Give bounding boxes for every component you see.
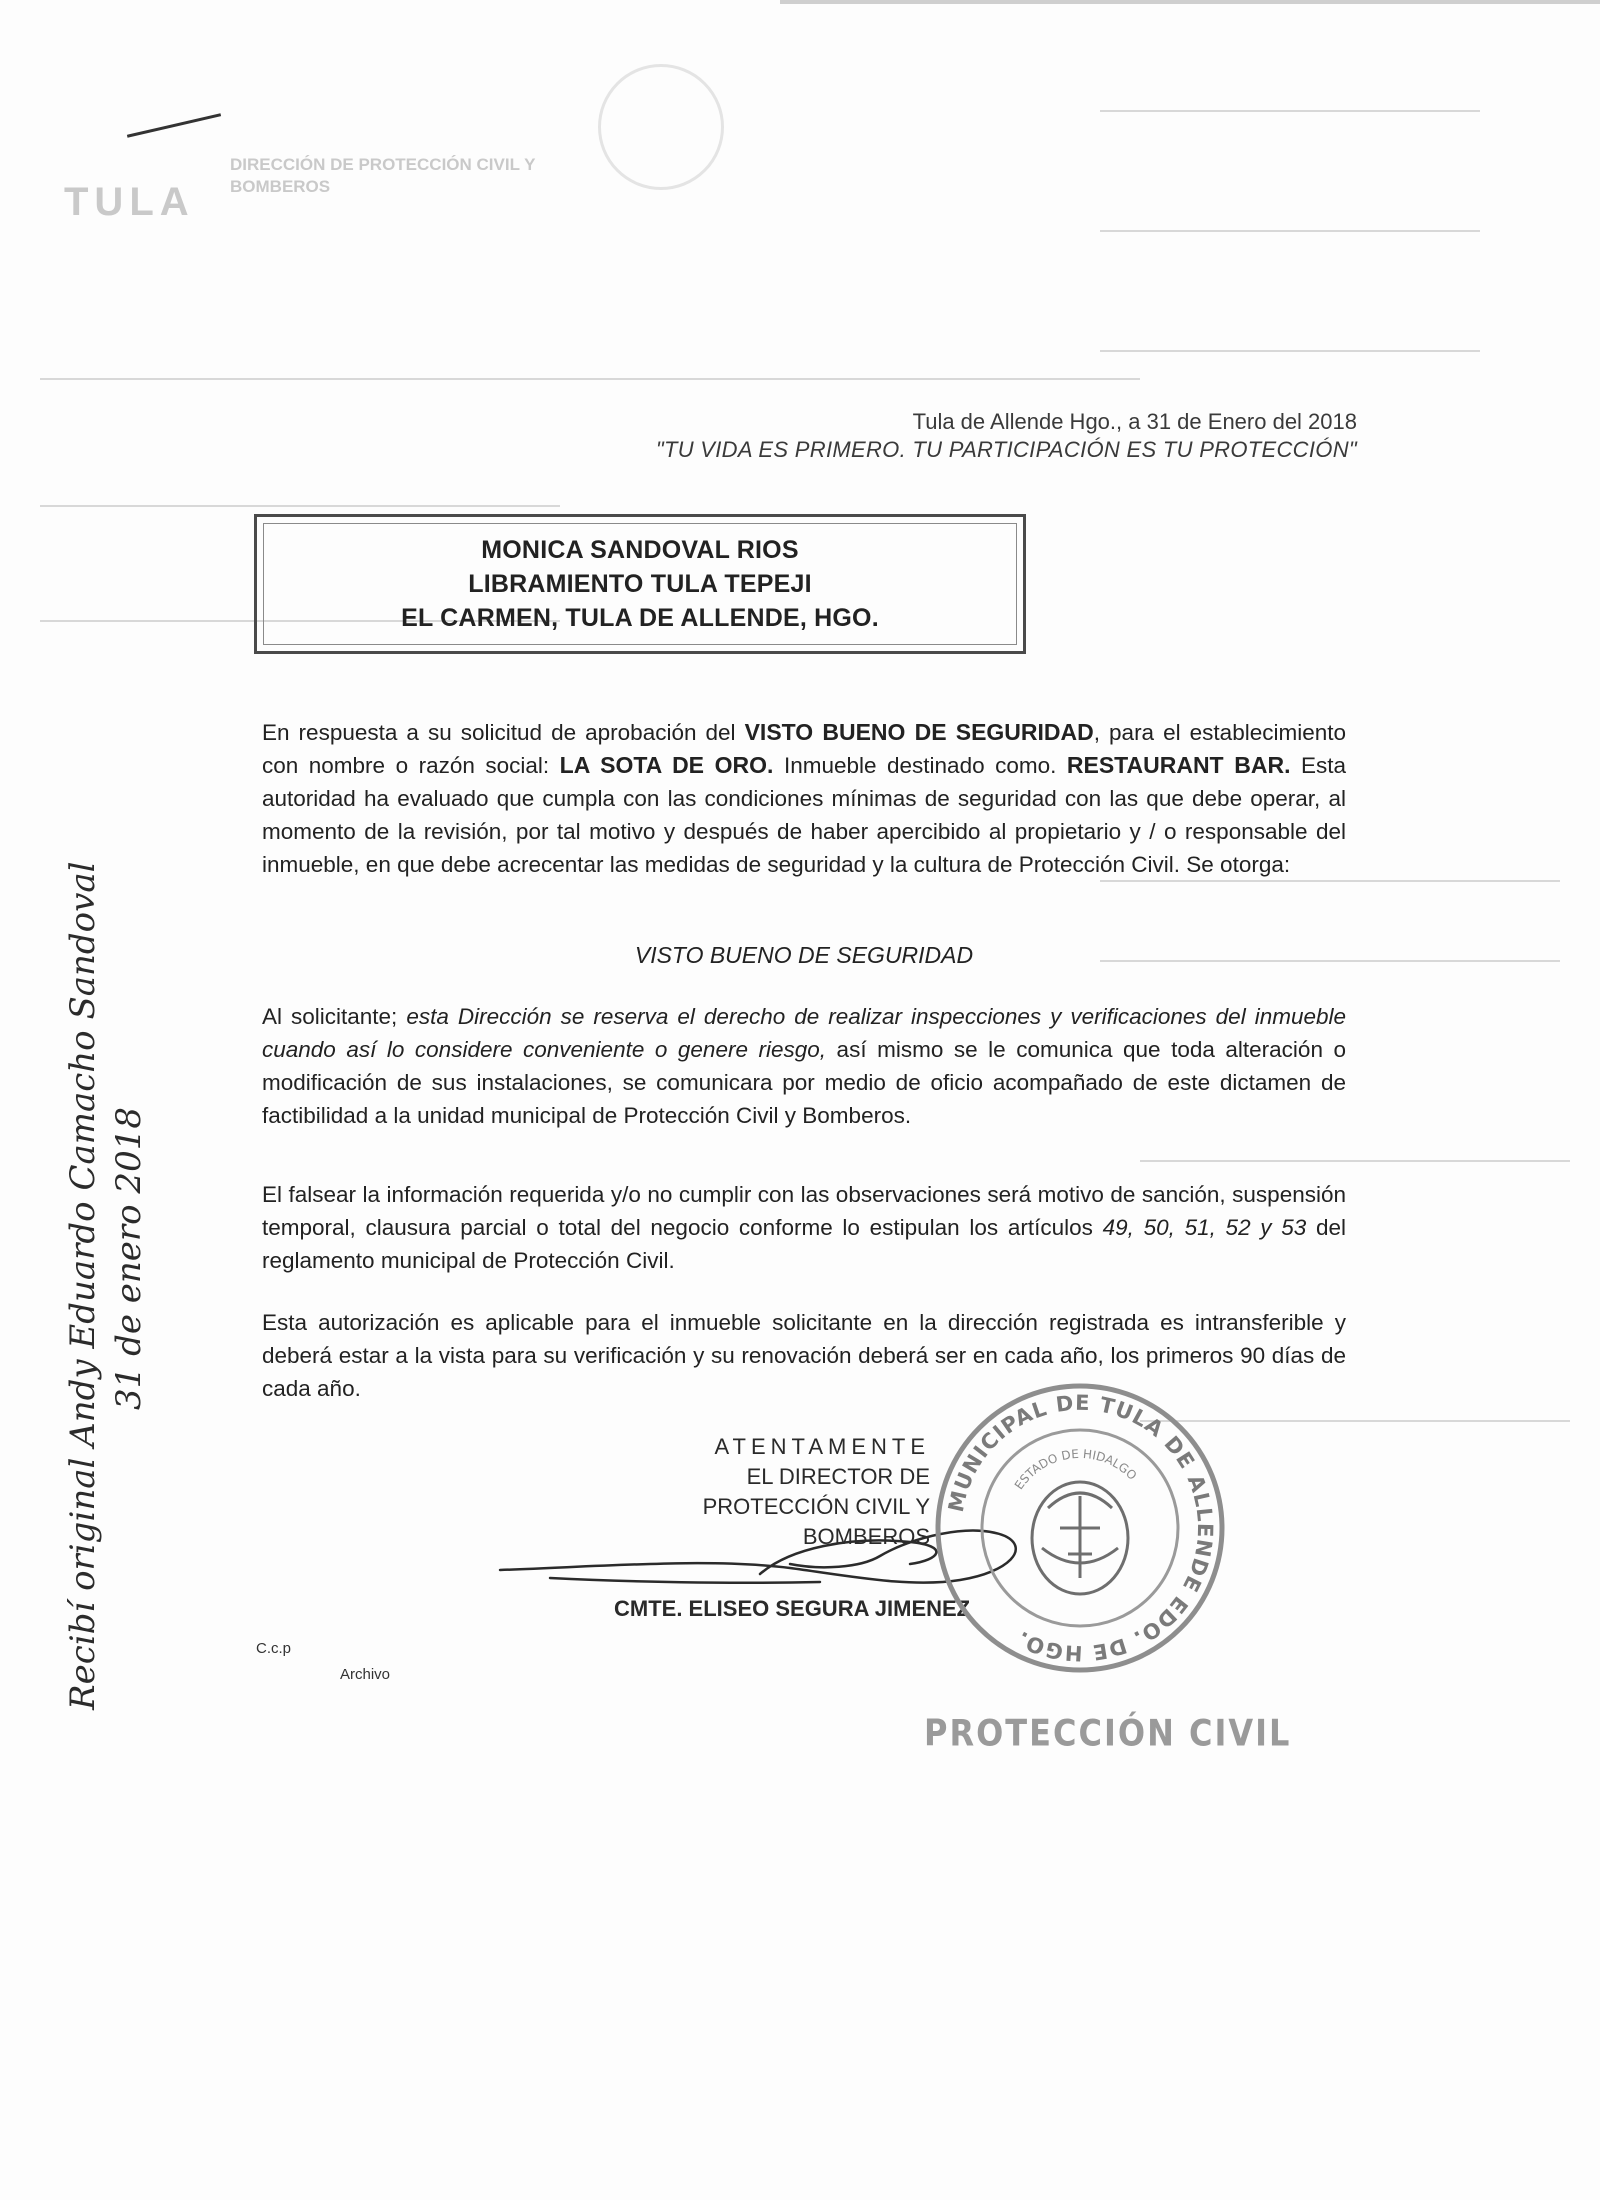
p2-text-c: así mismo se le comunica que toda alteración o modificación de sus instalaciones, se comunicara por medio de oficio acompañado de este dictamen de factibilidad a la unidad municipal de Protección Civil y Bomberos. — [262, 1037, 1346, 1128]
director-title-1: EL DIRECTOR DE — [746, 1464, 930, 1489]
svg-text:ESTADO DE HIDALGO — [1012, 1447, 1140, 1492]
recipient-address-inner — [263, 523, 1017, 645]
p1-business-type: RESTAURANT BAR. — [1066, 752, 1291, 778]
bleed-department-text: DIRECCIÓN DE PROTECCIÓN CIVIL Y BOMBEROS — [230, 155, 536, 196]
municipal-seal — [930, 1378, 1230, 1678]
p3-text-c: del reglamento municipal de Protección Civil. — [262, 1215, 1346, 1273]
recipient-name: MONICA SANDOVAL RIOS — [481, 536, 799, 564]
date-line: Tula de Allende Hgo., a 31 de Enero del 2018 — [912, 409, 1357, 434]
p2-reserve-right: esta Dirección se reserva el derecho de realizar inspecciones y verificaciones del inmueble cuando así lo considere conveniente o genere riesgo, — [262, 1004, 1347, 1062]
dateline-block — [656, 408, 1357, 464]
p1-business-name: LA SOTA DE ORO. — [559, 752, 774, 778]
p2-text-a: Al solicitante; — [262, 1004, 407, 1029]
paragraph-request — [262, 716, 1346, 881]
p1-text-a: En respuesta a su solicitud de aprobación del — [262, 720, 745, 745]
seal-ring-text: MUNICIPAL DE TULA DE ALLENDE EDO. DE HGO. — [943, 1390, 1218, 1666]
paragraph-validity: Esta autorización es aplicable para el inmueble solicitante en la dirección registrada es intransferible y deberá estar a la vista para su verificación y su renovación deberá ser en cada año, los primeros 90 días de cada año. — [262, 1310, 1346, 1401]
handwritten-line-2: 31 de enero 2018 — [109, 1107, 149, 1410]
eagle-emblem-icon — [1032, 1482, 1128, 1594]
seal-inner-text: ESTADO DE HIDALGO — [1011, 1446, 1140, 1493]
recipient-street: LIBRAMIENTO TULA TEPEJI — [468, 570, 812, 598]
director-name: CMTE. ELISEO SEGURA JIMENEZ — [614, 1596, 971, 1621]
handwritten-receipt-note — [60, 861, 152, 1710]
top-scan-edge — [780, 0, 1600, 4]
p3-articles: 49, 50, 51, 52 y 53 — [1102, 1215, 1307, 1240]
p3-text-a: El falsear la información requerida y/o no cumplir con las observaciones será motivo de sanción, suspensión temporal, clausura parcial o total del negocio conforme lo estipulan los artículos — [262, 1182, 1346, 1240]
archivo-label: Archivo — [340, 1666, 391, 1683]
ccp-label: C.c.p — [256, 1640, 292, 1657]
bleed-rule — [1100, 350, 1480, 352]
recipient-address-box — [254, 514, 1026, 654]
bleed-rule — [1100, 230, 1480, 232]
bleed-rule — [1100, 110, 1480, 112]
bleed-rule — [1140, 1160, 1570, 1162]
slogan: "TU VIDA ES PRIMERO. TU PARTICIPACIÓN ES TU PROTECCIÓN" — [655, 437, 1357, 462]
recipient-locality: EL CARMEN, TULA DE ALLENDE, HGO. — [401, 604, 879, 632]
civil-protection-stamp: PROTECCIÓN CIVIL — [924, 1711, 1292, 1755]
bleed-logo-text: TULA — [64, 180, 195, 224]
p1-visto-bueno: VISTO BUENO DE SEGURIDAD — [744, 719, 1094, 745]
bleed-rule — [40, 505, 560, 507]
paragraph-inspections — [262, 1000, 1346, 1132]
bleed-rule — [40, 378, 1140, 380]
bleed-logo-circle — [598, 64, 724, 190]
p1-text-c: , para el establecimiento con nombre o razón social: — [262, 720, 1346, 778]
grant-title: VISTO BUENO DE SEGURIDAD — [634, 942, 974, 968]
pen-stroke — [127, 113, 221, 138]
paragraph-sanctions — [262, 1178, 1346, 1277]
handwritten-line-1: Recibí original Andy Eduardo Camacho Sandoval — [63, 861, 103, 1710]
director-title-2: PROTECCIÓN CIVIL Y BOMBEROS — [702, 1494, 930, 1549]
p1-text-e: Inmueble destinado como. — [773, 753, 1067, 778]
closing-text: ATENTAMENTE — [714, 1434, 930, 1459]
p1-text-g: Esta autoridad ha evaluado que cumpla con las condiciones mínimas de seguridad con las que debe operar, al momento de la revisión, por tal motivo y después de haber apercibido al propietario y / o responsable del inmueble, en que debe acrecentar las medidas de seguridad y la cultura de Protección Civil. Se otorga: — [262, 753, 1346, 877]
